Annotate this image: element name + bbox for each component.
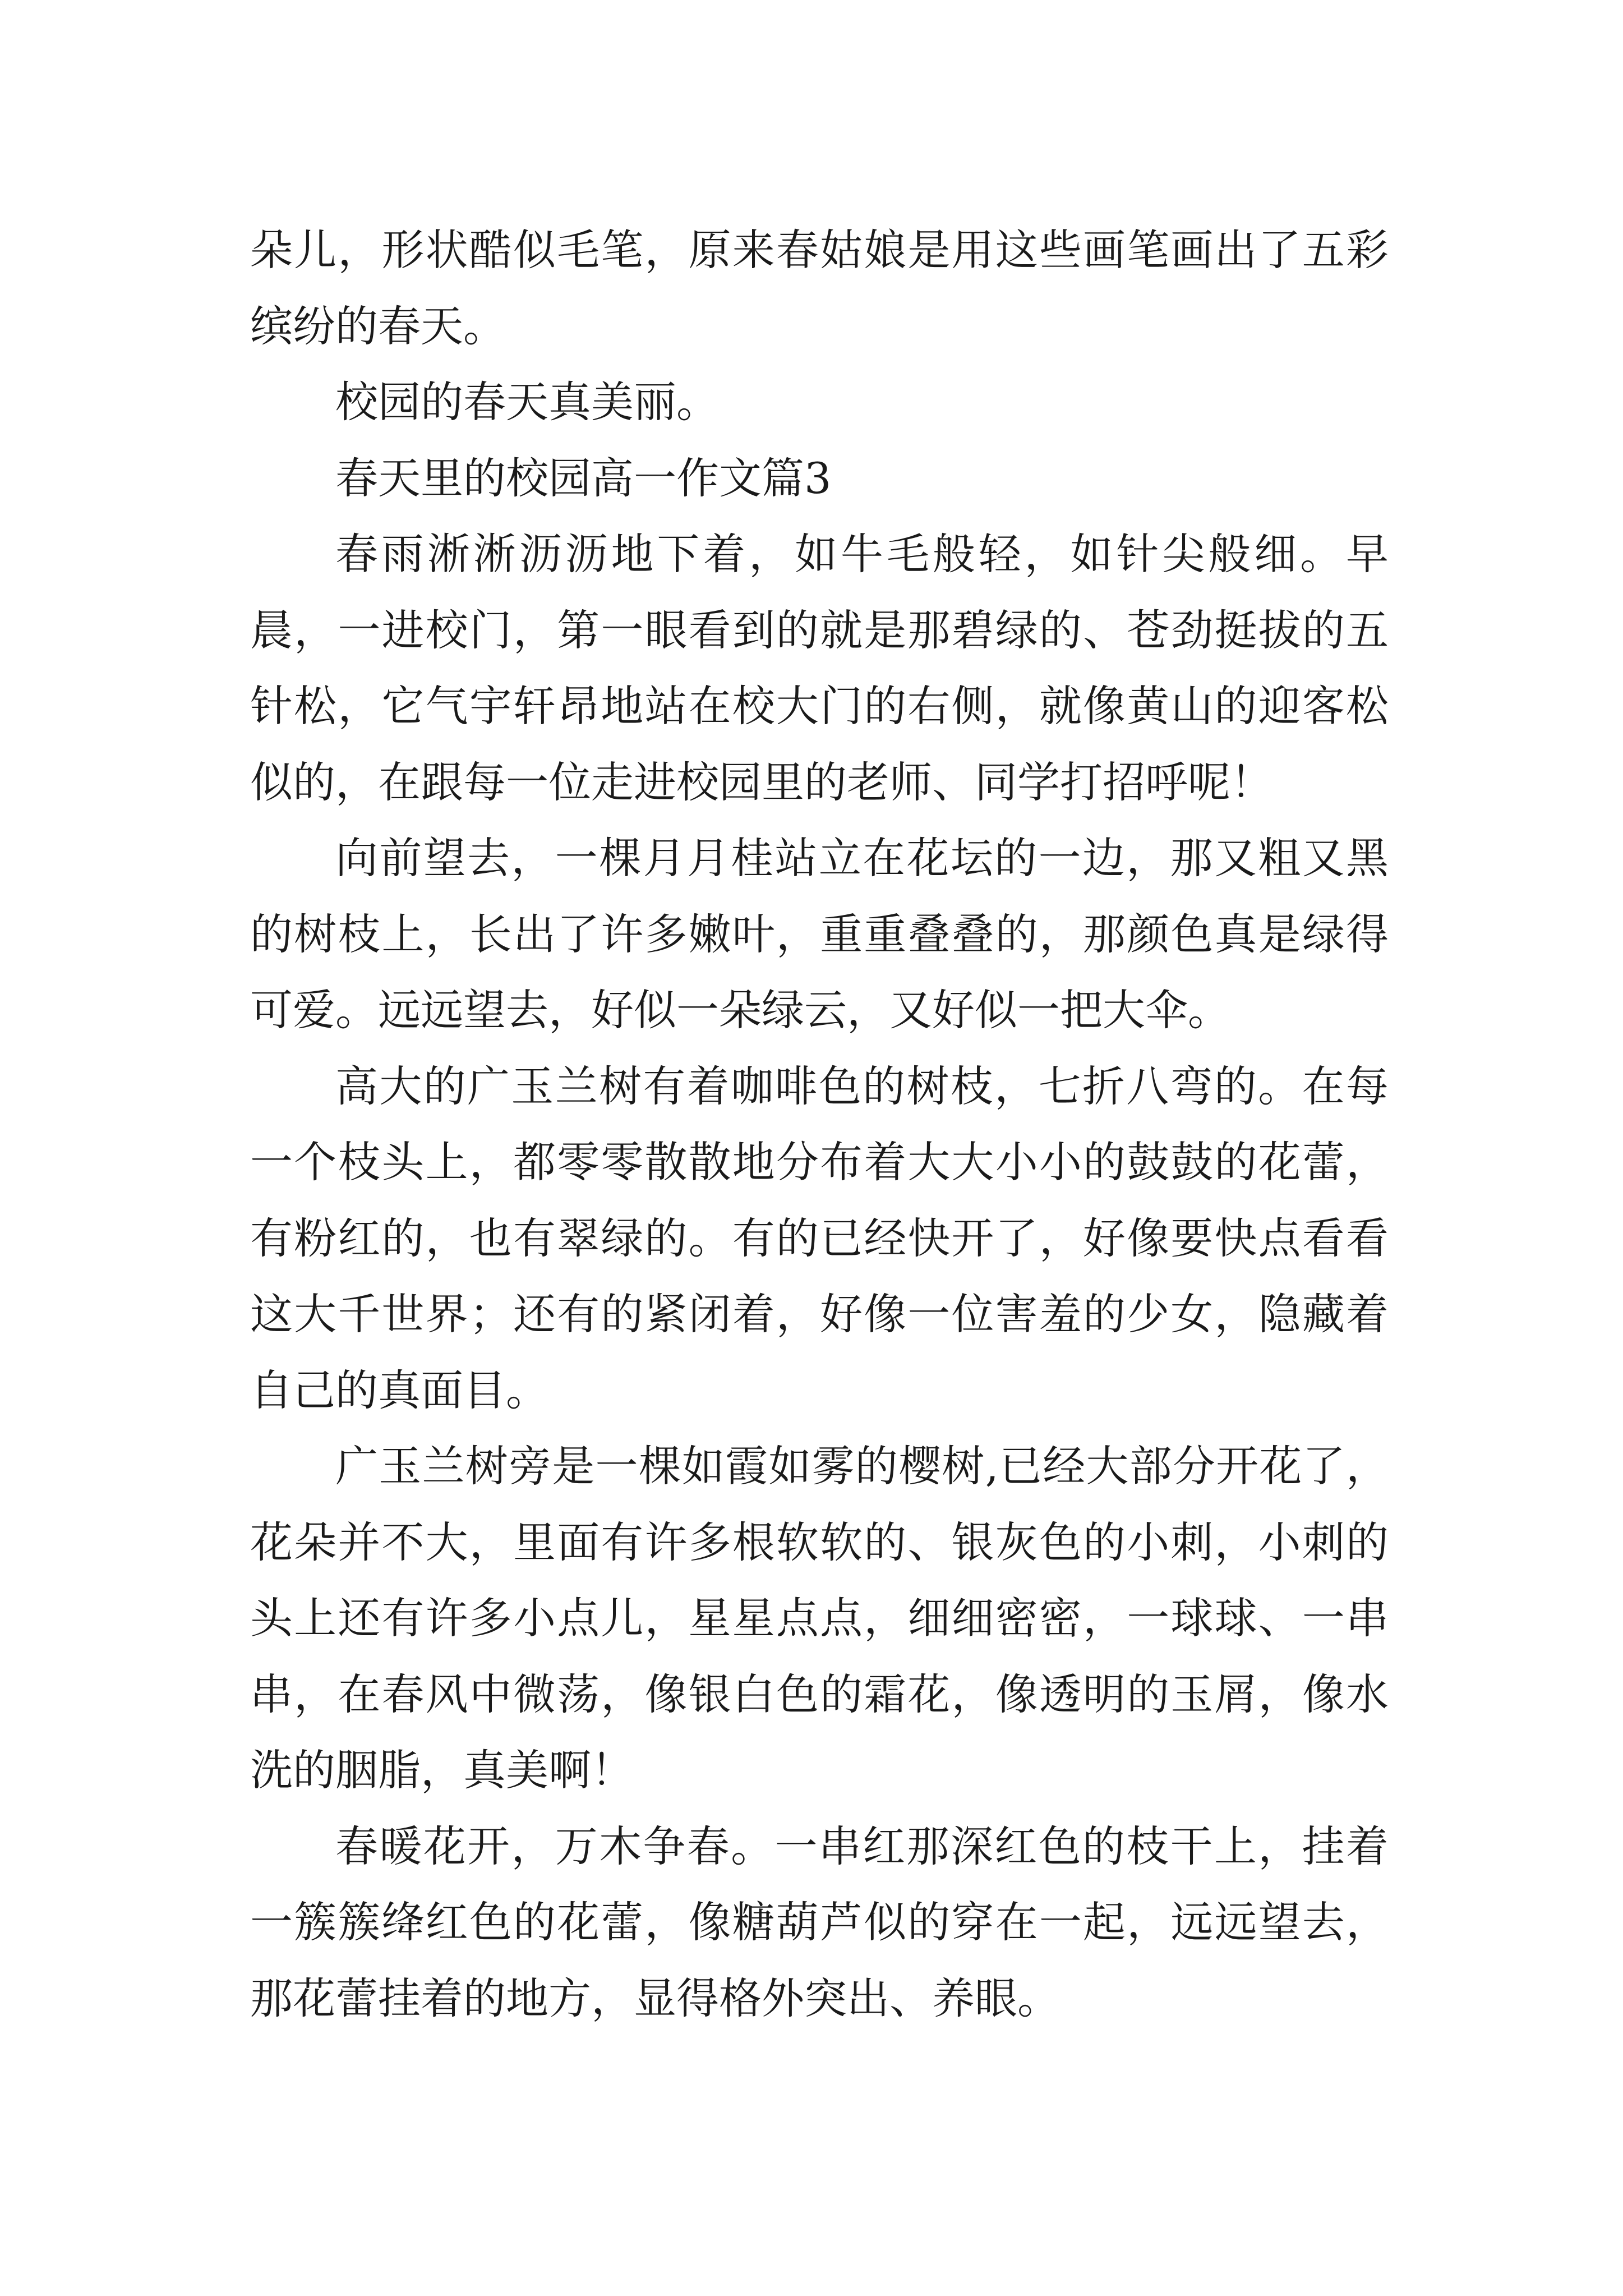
paragraph: 高大的广玉兰树有着咖啡色的树枝，七折八弯的。在每一个枝头上，都零零散散地分布着大大小小的鼓鼓的花蕾，有粉红的，也有翠绿的。有的已经快开了，好像要快点看看这大千世界；还有的紧闭着，好像一位害羞的少女，隐藏着自己的真面目。 — [250, 1061, 1389, 1415]
paragraph: 广玉兰树旁是一棵如霞如雾的樱树,已经大部分开花了，花朵并不大，里面有许多根软软的、银灰色的小刺，小刺的头上还有许多小点儿，星星点点，细细密密，一球球、一串串，在春风中微荡，像银白色的霜花，像透明的玉屑，像水洗的胭脂，真美啊！ — [250, 1441, 1389, 1795]
paragraph-continued: 朵儿，形状酷似毛笔，原来春姑娘是用这些画笔画出了五彩缤纷的春天。 — [250, 225, 1389, 351]
paragraph: 校园的春天真美丽。 — [335, 377, 719, 427]
paragraph: 春暖花开，万木争春。一串红那深红色的枝干上，挂着一簇簇绛红色的花蕾，像糖葫芦似的穿在一起，远远望去，那花蕾挂着的地方，显得格外突出、养眼。 — [250, 1821, 1389, 2023]
paragraph: 春雨淅淅沥沥地下着，如牛毛般轻，如针尖般细。早晨，一进校门，第一眼看到的就是那碧绿的、苍劲挺拔的五针松，它气宇轩昂地站在校大门的右侧，就像黄山的迎客松似的，在跟每一位走进校园里的老师、同学打招呼呢！ — [250, 529, 1389, 807]
section-heading: 春天里的校园高一作文篇3 — [335, 453, 832, 503]
article-body — [250, 212, 1389, 2036]
paragraph: 向前望去，一棵月月桂站立在花坛的一边，那又粗又黑的树枝上，长出了许多嫩叶，重重叠叠的，那颜色真是绿得可爱。远远望去，好似一朵绿云，又好似一把大伞。 — [250, 833, 1389, 1035]
